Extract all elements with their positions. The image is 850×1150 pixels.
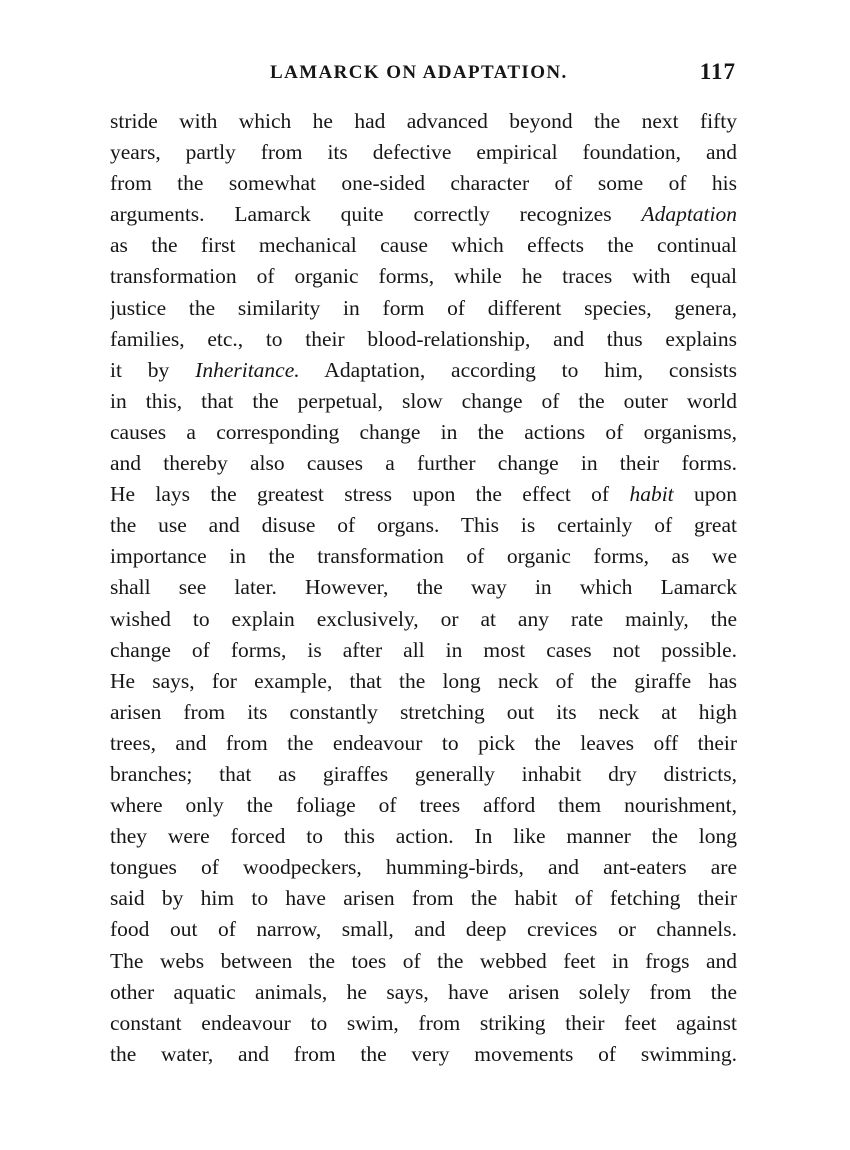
text-line	[110, 106, 737, 137]
text-line	[110, 604, 737, 635]
text-run: He lays the greatest stress upon the effect of	[110, 482, 630, 507]
text-line	[110, 448, 737, 479]
text-line	[110, 790, 737, 821]
text-run: the use and disuse of organs. This is certainly of great	[110, 513, 737, 538]
text-line	[110, 168, 737, 199]
running-head	[0, 59, 850, 88]
text-run: where only the foliage of trees afford them nourishment,	[110, 793, 737, 818]
text-line	[110, 728, 737, 759]
text-line	[110, 324, 737, 355]
text-line	[110, 821, 737, 852]
text-line	[110, 510, 737, 541]
text-run: Adaptation, according to him, consists	[299, 357, 737, 382]
italic-term: Adaptation	[641, 202, 737, 227]
text-line	[110, 572, 737, 603]
text-line	[110, 666, 737, 697]
text-run: importance in the transformation of organic forms, as we	[110, 544, 737, 569]
text-run: years, partly from its defective empirical foundation, and	[110, 140, 737, 165]
text-line	[110, 759, 737, 790]
text-line	[110, 386, 737, 417]
text-run: trees, and from the endeavour to pick the leaves off their	[110, 730, 737, 755]
text-line	[110, 697, 737, 728]
text-line	[110, 914, 737, 945]
text-run: families, etc., to their blood-relationship, and thus explains	[110, 326, 737, 351]
running-title: LAMARCK ON ADAPTATION.	[270, 62, 568, 83]
text-run: justice the similarity in form of different species, genera,	[110, 295, 737, 320]
text-run: constant endeavour to swim, from striking their feet against	[110, 1010, 737, 1035]
text-run: in this, that the perpetual, slow change of the outer world	[110, 388, 737, 413]
text-run: change of forms, is after all in most cases not possible.	[110, 637, 737, 662]
text-line	[110, 137, 737, 168]
text-run: it by	[110, 357, 196, 382]
text-run: food out of narrow, small, and deep crevices or channels.	[110, 917, 737, 942]
text-run: branches; that as giraffes generally inhabit dry districts,	[110, 761, 737, 786]
text-line	[110, 355, 737, 386]
text-line	[110, 261, 737, 292]
text-line	[110, 1039, 737, 1070]
text-run: other aquatic animals, he says, have arisen solely from the	[110, 979, 737, 1004]
text-run: they were forced to this action. In like manner the long	[110, 824, 737, 849]
text-line	[110, 946, 737, 977]
text-run: stride with which he had advanced beyond the next fifty	[110, 109, 737, 133]
text-line	[110, 417, 737, 448]
text-line	[110, 293, 737, 324]
text-line	[110, 1008, 737, 1039]
text-line	[110, 635, 737, 666]
text-run: upon	[673, 482, 737, 507]
text-run: said by him to have arisen from the habit of fetching their	[110, 886, 737, 911]
text-run: The webs between the toes of the webbed feet in frogs and	[110, 948, 737, 973]
text-run: and thereby also causes a further change in their forms.	[110, 451, 737, 476]
text-run: tongues of woodpeckers, humming-birds, and ant-eaters are	[110, 855, 737, 880]
body-text	[110, 106, 737, 1070]
text-run: the water, and from the very movements of swimming.	[110, 1041, 737, 1066]
text-line	[110, 479, 737, 510]
text-run: causes a corresponding change in the actions of organisms,	[110, 419, 737, 444]
page-number: 117	[699, 59, 736, 84]
text-run: from the somewhat one-sided character of some of his	[110, 171, 737, 196]
italic-term: habit	[629, 482, 674, 507]
text-line	[110, 541, 737, 572]
italic-term: Inheritance.	[195, 357, 300, 382]
text-run: wished to explain exclusively, or at any rate mainly, the	[110, 606, 737, 631]
text-line	[110, 852, 737, 883]
text-run: shall see later. However, the way in which Lamarck	[110, 575, 737, 600]
text-line	[110, 977, 737, 1008]
text-run: transformation of organic forms, while he traces with equal	[110, 264, 737, 289]
text-line	[110, 199, 737, 230]
text-run: arguments. Lamarck quite correctly recognizes	[110, 202, 642, 227]
text-line	[110, 883, 737, 914]
text-run: He says, for example, that the long neck of the giraffe has	[110, 668, 737, 693]
text-run: as the first mechanical cause which effects the continual	[110, 233, 737, 258]
text-run: arisen from its constantly stretching out its neck at high	[110, 699, 737, 724]
text-line	[110, 230, 737, 261]
